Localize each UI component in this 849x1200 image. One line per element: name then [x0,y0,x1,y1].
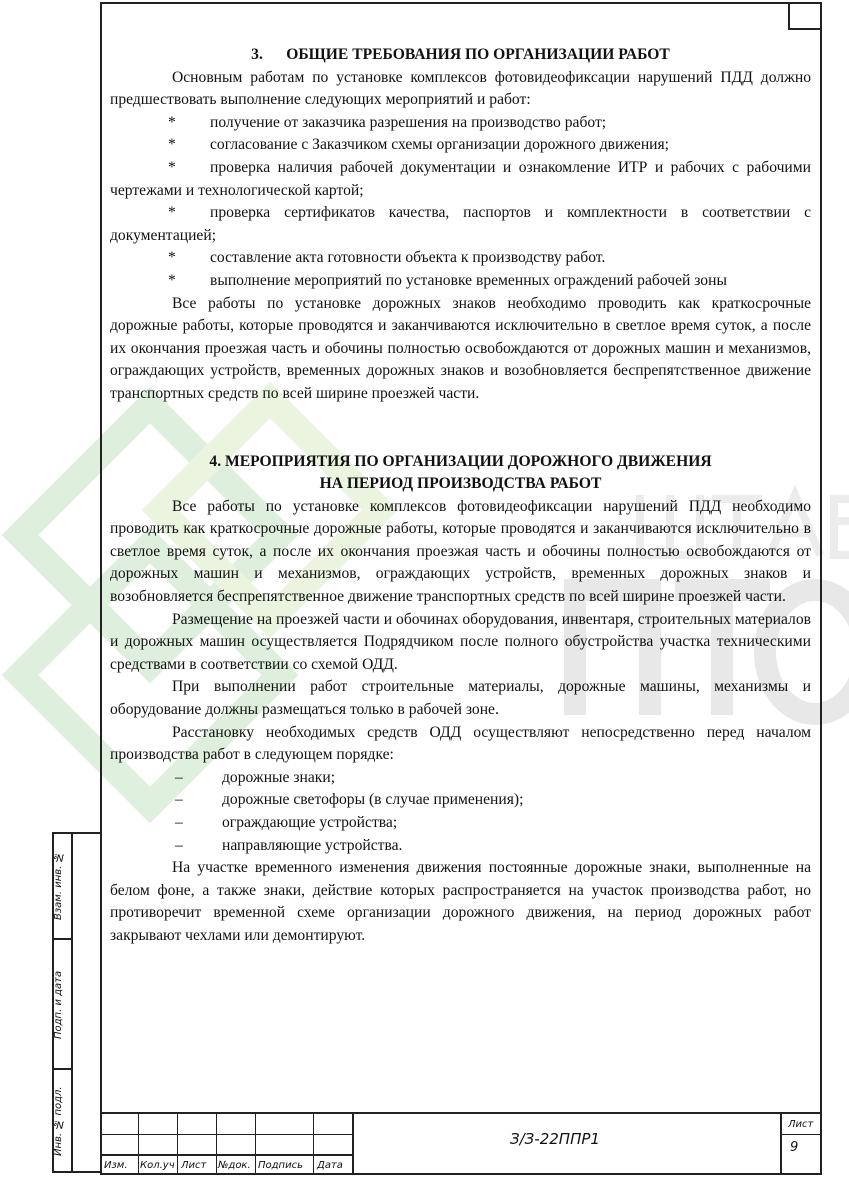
dash-marker: – [175,768,183,786]
stamp-header-list: Лист [181,1160,207,1171]
dash-text: ограждающие устройства; [222,814,398,831]
stamp-header-kolvo: Кол.уч [140,1160,175,1171]
dash-marker: – [175,836,183,854]
section3-paragraph: Все работы по установке дорожных знаков необходимо проводить как краткосрочные дорожные работы, которые проводятся и заканчиваются исключительно в светлое время суток, а после их окончания проезжая часть и обочины полностью освобождаются от дорожных машин и механизмов, ограждающих устройств, временных дорожных знаков и возобновляется беспрепятственное движение транспортных средств по всей ширине проезжей части. [110,294,811,402]
section4-paragraph-4: Расстановку необходимых средств ОДД осуществляют непосредственно перед началом производства работ в следующем порядке: [110,723,811,764]
dash-item [110,789,811,812]
document-body [110,44,811,948]
side-label-inv: Инв. № подл. [53,1086,64,1157]
bullet-marker: * [168,249,176,267]
section4-paragraph-2: Размещение на проезжей части и обочинах оборудования, инвентаря, строительных материалов и дорожных машин осуществляется Подрядчиком после полного обустройства участка техническими средствами в соответствии со схемой ОДД. [110,610,811,673]
bullet-text: проверка наличия рабочей документации и ознакомление ИТР и рабочих с рабочими чертежами и технологической картой; [110,158,811,199]
bullet-marker: * [168,271,176,289]
section4-title-line1: 4. МЕРОПРИЯТИЯ ПО ОРГАНИЗАЦИИ ДОРОЖНОГО ДВИЖЕНИЯ [209,452,712,470]
bullet-item [110,134,811,157]
side-label-podp: Подп. и дата [53,970,64,1040]
bullet-marker: * [168,136,176,154]
section4-paragraph-3: При выполнении работ строительные материалы, дорожные машины, механизмы и оборудование должны размещаться только в рабочей зоне. [110,678,811,719]
dash-text: дорожные светофоры (в случае применения); [222,791,524,809]
dash-text: направляющие устройства. [222,836,403,854]
corner-box [788,2,820,30]
section3-title: 3. ОБЩИЕ ТРЕБОВАНИЯ ПО ОРГАНИЗАЦИИ РАБОТ [251,46,670,63]
bullet-text: проверка сертификатов качества, паспортов и комплектности в соответствии с документацией; [110,204,811,244]
stamp-header-ndok: №док. [218,1160,251,1171]
dash-marker: – [175,791,183,809]
side-stamp [52,832,100,1173]
stamp-header-izm: Изм. [104,1160,128,1171]
stamp-header-podpis: Подпись [258,1160,303,1171]
bullet-item [110,202,811,247]
bullet-item [110,112,811,135]
stamp-header-data: Дата [317,1160,343,1171]
dash-item [110,767,811,790]
bullet-marker: * [168,204,176,222]
title-block [100,1112,820,1175]
bullet-text: согласование с Заказчиком схемы организации дорожного движения; [210,136,670,154]
section4-title-line2: НА ПЕРИОД ПРОИЗВОДСТВА РАБОТ [319,475,602,493]
section4-paragraph-1: Все работы по установке комплексов фотовидеофиксации нарушений ПДД необходимо проводить как краткосрочные дорожные работы, которые проводятся и заканчиваются исключительно в светлое время суток, а после их окончания проезжая часть и обочины полностью освобождаются от дорожных машин и механизмов, ограждающих устройств, временных дорожных знаков и возобновляется беспрепятственное движение транспортных средств по всей ширине проезжей части. [110,497,811,606]
bullet-marker: * [168,158,176,176]
bullet-marker: * [168,113,176,131]
dash-item [110,812,811,835]
bullet-text: выполнение мероприятий по установке временных ограждений рабочей зоны [210,271,727,289]
bullet-text: составление акта готовности объекта к производству работ. [210,249,606,267]
sheet-label: Лист [788,1119,814,1130]
side-label-vzam: Взам. инв. № [53,851,64,921]
bullet-item [110,270,811,293]
dash-marker: – [175,814,183,831]
dash-text: дорожные знаки; [222,768,336,786]
sheet-number: 9 [790,1140,799,1155]
section3-intro: Основным работам по установке комплексов фотовидеофиксации нарушений ПДД должно предшествовать выполнение следующих мероприятий и работ: [110,68,811,109]
bullet-item [110,157,811,202]
bullet-text: получение от заказчика разрешения на производство работ; [210,113,607,131]
bullet-item [110,247,811,270]
section4-paragraph-5: На участке временного изменения движения постоянные дорожные знаки, выполненные на белом фоне, а также знаки, действие которых распространяется на участок производства работ, но противоречит временной схеме организации дорожного движения, на период дорожных работ закрывают чехлами или демонтируют. [110,859,811,944]
dash-item [110,835,811,858]
document-code: З/З-22ППР1 [510,1130,600,1148]
